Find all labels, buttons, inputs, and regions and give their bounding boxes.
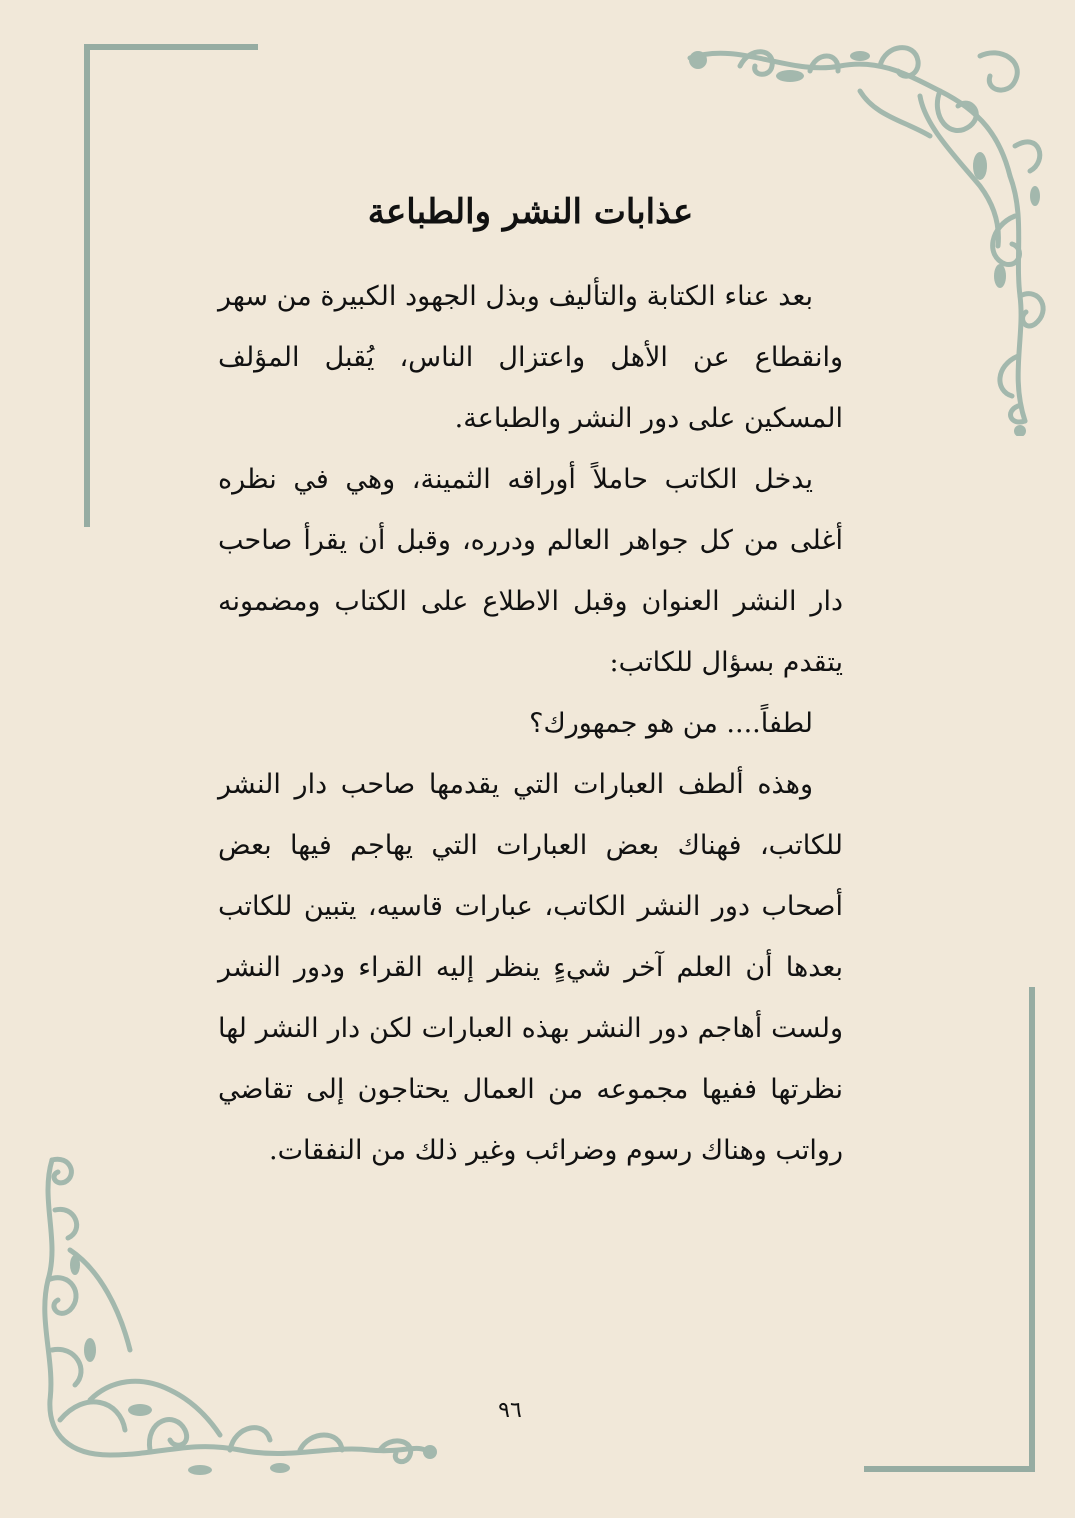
paragraph-question: لطفاً.... من هو جمهورك؟	[529, 708, 813, 739]
paragraph-2: يدخل الكاتب حاملاً أوراقه الثمينة، وهي في نظره أغلى من كل جواهر العالم ودرره، وقبل أن يقرأ صاحب دار النشر العنوان وقبل الاطلاع على الكتاب ومضمونه يتقدم بسؤال للكاتب:	[218, 464, 843, 678]
frame-top-left-vertical	[84, 44, 90, 527]
frame-bottom-right-vertical	[1029, 987, 1035, 1472]
floral-corner-bottom-left-icon	[30, 1150, 440, 1490]
page-content	[218, 180, 843, 1181]
paragraph-3: وهذه ألطف العبارات التي يقدمها صاحب دار النشر للكاتب، فهناك بعض العبارات التي يهاجم فيها بعض أصحاب دور النشر الكاتب، عبارات قاسيه، يتبين للكاتب بعدها أن العلم آخر شيءٍ ينظر إليه القراء ودور النشر ولست أهاجم دور النشر بهذه العبارات لكن دار النشر لها نظرتها ففيها مجموعه من العمال يحتاجون إلى تقاضي رواتب وهناك رسوم وضرائب وغير ذلك من النفقات.	[218, 769, 843, 1166]
page-number: ٩٦	[498, 1398, 522, 1423]
frame-bottom-right-horizontal	[864, 1466, 1035, 1472]
frame-top-left-horizontal	[84, 44, 258, 50]
paragraph-1: بعد عناء الكتابة والتأليف وبذل الجهود الكبيرة من سهر وانقطاع عن الأهل واعتزال الناس، يُقبل المؤلف المسكين على دور النشر والطباعة.	[218, 281, 843, 434]
page-title: عذابات النشر والطباعة	[367, 192, 694, 232]
